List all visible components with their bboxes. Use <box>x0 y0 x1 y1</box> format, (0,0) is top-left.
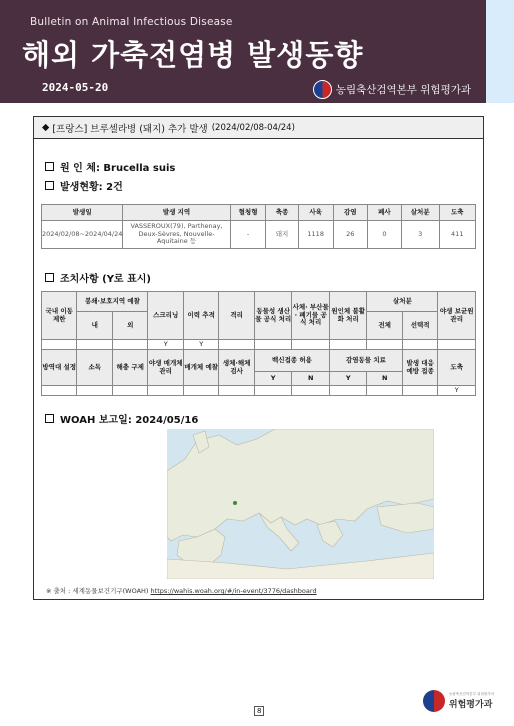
table-cell: 0 <box>367 221 401 249</box>
actions-line <box>45 270 151 285</box>
col-header: 야생 매개체 관리 <box>148 350 183 386</box>
col-header: 외 <box>112 312 147 340</box>
footer-org-small: 농림축산검역본부 위험평가과 <box>448 692 494 696</box>
table-cell: 돼지 <box>266 221 298 249</box>
occurrence-table <box>41 204 476 249</box>
bulletin-subtitle: Bulletin on Animal Infectious Disease <box>30 16 233 28</box>
status-text: 발생현황: 2건 <box>60 182 123 193</box>
page-number: 8 <box>254 706 264 716</box>
col-header: 방역대 설정 <box>42 350 77 386</box>
checkbox-icon <box>45 162 54 171</box>
source-line <box>46 586 317 595</box>
table-cell: Y <box>183 340 218 350</box>
col-header: 매개체 예찰 <box>183 350 218 386</box>
table-cell <box>183 386 218 396</box>
table-cell: 1118 <box>298 221 333 249</box>
table-cell: - <box>230 221 266 249</box>
col-header: Y <box>329 372 367 386</box>
table-cell <box>148 386 183 396</box>
actions-table <box>41 291 476 396</box>
agency-logo-icon <box>423 690 445 712</box>
table-cell <box>292 340 330 350</box>
col-header: 백신접종 허용 <box>254 350 329 372</box>
org-badge <box>313 80 471 99</box>
footer-org <box>423 690 494 712</box>
actions-title: 조치사항 (Y로 표시) <box>60 274 151 285</box>
header-banner <box>0 0 514 103</box>
section-period: (2024/02/08-04/24) <box>211 122 295 133</box>
table-cell: 26 <box>333 221 367 249</box>
table-cell: 2024/02/08~2024/04/24 <box>42 221 123 249</box>
col-header: 해충 구제 <box>112 350 147 386</box>
col-header: 내 <box>77 312 112 340</box>
table-cell <box>254 340 292 350</box>
page-title: 해외 가축전염병 발생동향 <box>22 38 364 72</box>
table-cell <box>112 340 147 350</box>
col-header: 동물성 생산물 공식 처리 <box>254 292 292 340</box>
col-header: 도축 <box>439 205 475 221</box>
col-header: 사체· 부산물· 폐기물 공식 처리 <box>292 292 330 340</box>
col-header: 감염 <box>333 205 367 221</box>
table-cell <box>438 340 476 350</box>
col-header: 폐사 <box>367 205 401 221</box>
europe-map <box>167 429 434 579</box>
table-cell <box>254 386 292 396</box>
section-title: [프랑스] 브루셀라병 (돼지) 추가 발생 <box>52 123 208 135</box>
col-header: 사육 <box>298 205 333 221</box>
woah-report-text: WOAH 보고일: 2024/05/16 <box>60 415 199 426</box>
col-header: 스크리닝 <box>148 292 183 340</box>
col-header: 봉쇄·보호지역 예찰 <box>77 292 148 312</box>
diamond-icon: ◆ <box>42 122 53 133</box>
pathogen-text: 원 인 체: Brucella suis <box>60 163 176 174</box>
col-header: 발생 대응 예방 접종 <box>402 350 437 386</box>
table-cell <box>292 386 330 396</box>
col-header: 원인체 불활화 처리 <box>329 292 367 340</box>
corner-accent <box>486 0 514 103</box>
table-cell <box>329 340 367 350</box>
woah-line <box>45 411 198 426</box>
table-cell <box>219 340 254 350</box>
col-header: 도축 <box>438 350 476 386</box>
col-header: 국내 이동 제한 <box>42 292 77 340</box>
col-header: 혈청형 <box>230 205 266 221</box>
col-header: 발생 지역 <box>123 205 230 221</box>
footer-org-name: 위험평가과 <box>448 700 493 710</box>
col-header: N <box>367 372 402 386</box>
org-name: 농림축산검역본부 위험평가과 <box>335 84 471 96</box>
table-cell <box>329 386 367 396</box>
table-cell: 411 <box>439 221 475 249</box>
table-cell <box>402 340 437 350</box>
source-link[interactable]: https://wahis.woah.org/#/in-event/3776/dashboard <box>150 587 317 595</box>
table-cell: Y <box>438 386 476 396</box>
col-header: N <box>292 372 330 386</box>
section-title-bar <box>34 117 483 139</box>
table-cell <box>77 340 112 350</box>
col-header: 축종 <box>266 205 298 221</box>
checkbox-icon <box>45 273 54 282</box>
table-cell: Y <box>148 340 183 350</box>
table-cell: 3 <box>401 221 439 249</box>
table-cell <box>219 386 254 396</box>
col-header: 감염동물 치료 <box>329 350 402 372</box>
status-line <box>45 178 123 193</box>
table-cell <box>367 340 402 350</box>
col-header: 선택적 <box>402 312 437 340</box>
col-header: 소독 <box>77 350 112 386</box>
col-header: 살처분 <box>367 292 438 312</box>
footer-org-text <box>449 692 494 710</box>
checkbox-icon <box>45 414 54 423</box>
col-header: 이력 추적 <box>183 292 218 340</box>
col-header: 생체·해체 검사 <box>219 350 254 386</box>
pathogen-line <box>45 159 175 174</box>
map-svg <box>167 429 434 579</box>
col-header: 야생 보균원 관리 <box>438 292 476 340</box>
table-cell <box>77 386 112 396</box>
table-cell <box>402 386 437 396</box>
table-cell: VASSEROUX(79), Parthenay, Deux-Sèvres, Nouvelle-Aquitaine 등 <box>123 221 230 249</box>
table-cell <box>42 340 77 350</box>
agency-logo-icon <box>313 80 332 99</box>
col-header: 전체 <box>367 312 402 340</box>
outbreak-marker <box>233 501 237 505</box>
checkbox-icon <box>45 181 54 190</box>
col-header: 발생일 <box>42 205 123 221</box>
source-label: ※ 출처 : 세계동물보건기구(WOAH) <box>46 587 149 595</box>
table-cell <box>367 386 402 396</box>
table-cell <box>42 386 77 396</box>
bulletin-date: 2024-05-20 <box>42 81 109 94</box>
col-header: Y <box>254 372 292 386</box>
col-header: 살처분 <box>401 205 439 221</box>
col-header: 격리 <box>219 292 254 340</box>
table-cell <box>112 386 147 396</box>
